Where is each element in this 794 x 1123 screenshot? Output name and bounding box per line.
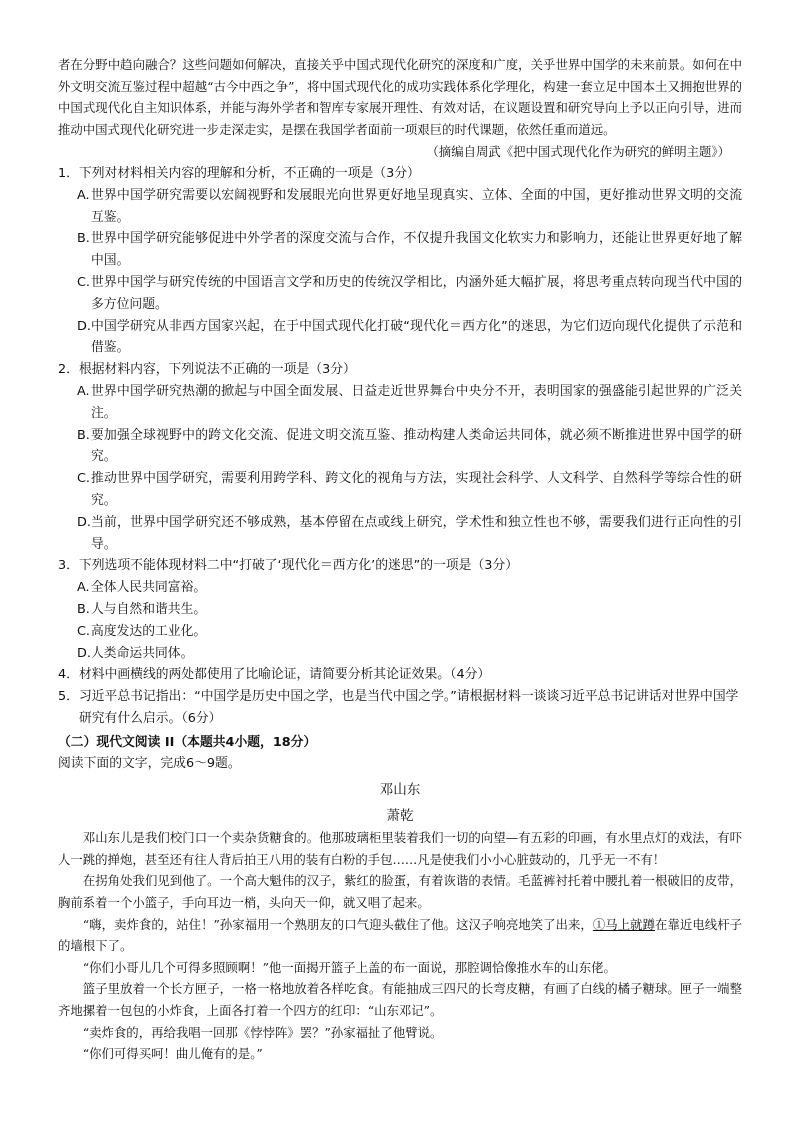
question-3 <box>58 555 742 664</box>
passage-source: （摘编自周武《把中国式现代化作为研究的鲜明主题》） <box>426 144 730 160</box>
story-body <box>58 827 742 1065</box>
option-c[interactable]: C. 世界中国学与研究传统的中国语言文学和历史的传统汉学相比，内涵外延大幅扩展，将思考重点转向现当代中国的多方位问题。 <box>77 274 742 312</box>
exam-page <box>58 54 742 1065</box>
question-2 <box>58 359 742 555</box>
option-a[interactable]: A. 世界中国学研究需要以宏阔视野和发展眼光向世界更好地呈现真实、立体、全面的中国，更好推动世界文明的交流互鉴。 <box>77 187 742 225</box>
story-paragraph: 篮子里放着一个长方匣子，一格一格地放着各样吃食。有能抽成三四尺的长弯皮糖，有画了白线的橘子糖球。匣子一端整齐地摞着一包包的小炸食，上面各打着一个四方的红印：“山东邓记”。 <box>58 981 742 1019</box>
story-paragraph: “你们小哥儿几个可得多照顾啊！”他一面揭开篮子上盖的布一面说，那腔调恰像推水车的山东佬。 <box>82 959 616 975</box>
top-passage: 者在分野中趋向融合？这些问题如何解决，直接关乎中国式现代化研究的深度和广度，关乎世界中国学的未来前景。如何在中外文明交流互鉴过程中超越“古今中西之争”，将中国式现代化的成功实践体系化学理化，构建一套立足中国本土又拥抱世界的中国式现代化自主知识体系，并能与海外学者和智库专家展开理性、有效对话，在议题设置和研究导向上予以正向引导，进而推动中国式现代化研究进一步走深走实，是摆在我国学者面前一项艰巨的时代课题，依然任重而道远。 <box>58 57 742 137</box>
story-paragraph: “嗨，卖炸食的，站住！”孙家福用一个熟朋友的口气迎头截住了他。这汉子响亮地笑了出来，①马上就蹲在靠近电线杆子的墙根下了。 <box>58 916 743 954</box>
story-title: 邓山东 <box>379 782 421 799</box>
option-b[interactable]: B. 人与自然和谐共生。 <box>77 601 207 617</box>
question-number: 1． <box>58 165 79 181</box>
section-heading: （二）现代文阅读 II（本题共4小题，18分） <box>58 734 317 750</box>
question-list <box>58 163 742 775</box>
story-paragraph: 邓山东儿是我们校门口一个卖杂货糖食的。他那玻璃柜里装着我们一切的向望—有五彩的印画，有水里点灯的戏法，有吓人一跳的掸炮，甚至还有往人背后拍王八用的装有白粉的手包……凡是使我们小小心脏鼓动的，几乎无一不有！ <box>58 830 742 867</box>
question-stem: 根据材料内容，下列说法不正确的一项是（3分） <box>78 362 356 378</box>
option-c[interactable]: C. 推动世界中国学研究，需要利用跨学科、跨文化的视角与方法，实现社会科学、人文科学、自然科学等综合性的研究。 <box>77 471 742 508</box>
question-stem: 下列对材料相关内容的理解和分析，不正确的一项是（3分） <box>78 165 420 181</box>
question-4 <box>58 664 742 686</box>
underlined-marked-sentence: ①马上就蹲 <box>592 916 656 932</box>
option-d[interactable]: D. 当前，世界中国学研究还不够成熟，基本停留在点或线上研究，学术性和独立性也不够，需要我们进行正向性的引导。 <box>77 514 742 552</box>
option-d[interactable]: D. 中国学研究从非西方国家兴起，在于中国式现代化打破“现代化＝西方化”的迷思，为它们迈向现代化提供了示范和借鉴。 <box>77 318 742 356</box>
story-author: 萧乾 <box>386 808 414 825</box>
option-a[interactable]: A. 全体人民共同富裕。 <box>77 580 207 596</box>
question-number: 5． <box>58 689 79 705</box>
question-number: 2． <box>58 362 79 378</box>
question-5 <box>58 686 742 730</box>
question-1 <box>58 163 742 359</box>
instruction: 阅读下面的文字，完成6～9题。 <box>58 756 241 772</box>
option-c[interactable]: C. 高度发达的工业化。 <box>77 623 207 639</box>
question-number: 3． <box>58 558 79 574</box>
question-stem: 材料中画横线的两处都使用了比喻论证，请简要分析其论证效果。（4分） <box>78 667 491 683</box>
story-paragraph: “你们可得买呵！曲儿俺有的是。” <box>82 1046 263 1062</box>
story-paragraph: “卖炸食的，再给我唱一回那《悖悖阵》罢？”孙家福扯了他臂说。 <box>82 1024 443 1040</box>
question-stem: 习近平总书记指出：“中国学是历史中国之学，也是当代中国之学。”请根据材料一谈谈习近平总书记讲话对世界中国学研究有什么启示。（6分） <box>78 689 739 726</box>
story-paragraph: 在拐角处我们见到他了。一个高大魁伟的汉子，紫红的脸蛋，有着诙谐的表情。毛蓝裤衬托着中腰扎着一根破旧的皮带，胸前系着一个小篮子，手向耳边一梢，头向天一仰，就又唱了起来。 <box>58 873 742 911</box>
option-d[interactable]: D. 人类命运共同体。 <box>77 645 194 661</box>
option-b[interactable]: B. 要加强全球视野中的跨文化交流、促进文明交流互鉴、推动构建人类命运共同体，就必须不断推进世界中国学的研究。 <box>77 427 742 465</box>
question-number: 4． <box>58 667 79 683</box>
option-b[interactable]: B. 世界中国学研究能够促进中外学者的深度交流与合作，不仅提升我国文化软实力和影响力，还能让世界更好地了解中国。 <box>77 231 742 269</box>
question-stem: 下列选项不能体现材料二中“打破了‘现代化＝西方化’的迷思”的一项是（3分） <box>78 558 518 574</box>
option-a[interactable]: A. 世界中国学研究热潮的掀起与中国全面发展、日益走近世界舞台中央分不开，表明国家的强盛能引起世界的广泛关注。 <box>77 383 742 421</box>
